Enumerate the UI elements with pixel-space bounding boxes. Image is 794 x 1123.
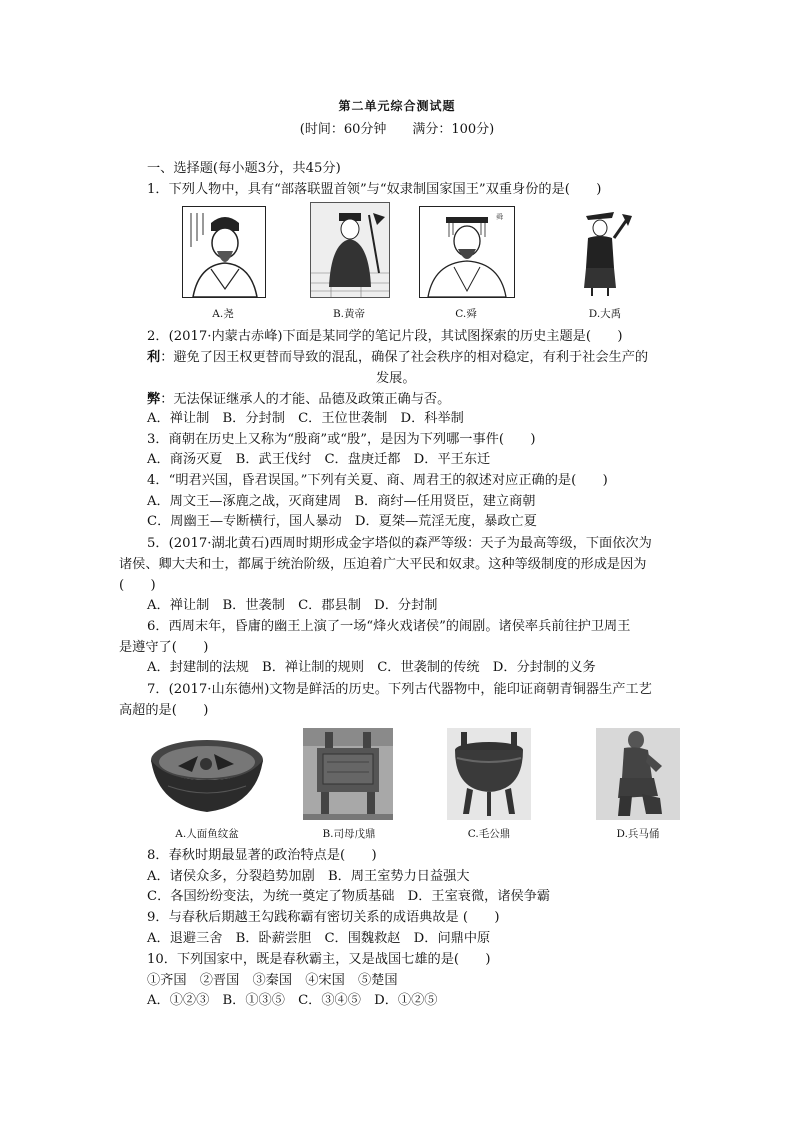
con-text: ：无法保证继承人的才能、品德及政策正确与否。 (160, 392, 451, 407)
section-heading: 一、选择题(每小题3分，共45分) (147, 161, 341, 176)
question-3-stem: 3．商朝在历史上又称为“殷商”或“殷”，是因为下列哪一事件( ) (147, 432, 536, 447)
question-6-stem-1: 6．西周末年，昏庸的幽王上演了一场“烽火戏诸侯”的闹剧。诸侯率兵前往护卫周王 (147, 619, 631, 634)
option-b-artifact-caption: B.司母戊鼎 (322, 828, 376, 840)
question-5-options: A．禅让制 B．世袭制 C．郡县制 D．分封制 (147, 598, 438, 613)
question-2-pro (147, 349, 648, 367)
portrait-shun-image (419, 206, 515, 298)
option-b-caption: B.黄帝 (332, 308, 366, 320)
question-5-stem-1: 5．(2017·湖北黄石)西周时期形成金字塔似的森严等级：天子为最高等级，下面依次为 (147, 536, 652, 551)
question-8-stem: 8．春秋时期最显著的政治特点是( ) (147, 848, 377, 863)
question-9-options: A．退避三舍 B．卧薪尝胆 C．围魏救赵 D．问鼎中原 (147, 931, 491, 946)
question-10-stem: 10．下列国家中，既是春秋霸主，又是战国七雄的是( ) (147, 952, 491, 967)
question-4-options-2: C．周幽王—专断横行，国人暴动 D．夏桀—荒淫无度，暴政亡夏 (147, 514, 537, 529)
question-10-options: A．①②③ B．①③⑤ C．③④⑤ D．①②⑤ (147, 993, 438, 1008)
maogong-ding-image (447, 728, 531, 820)
option-d-artifact-caption: D.兵马俑 (616, 828, 660, 840)
option-c-artifact-caption: C.毛公鼎 (467, 828, 511, 840)
page-subtitle: (时间：60分钟 满分：100分) (299, 122, 495, 137)
page-title: 第二单元综合测试题 (338, 99, 456, 113)
question-4-stem: 4．“明君兴国，昏君误国。”下列有关夏、商、周君王的叙述对应正确的是( ) (147, 473, 608, 488)
con-label: 弊 (147, 392, 161, 407)
terracotta-warrior-image (596, 728, 680, 820)
question-2-stem: 2．(2017·内蒙古赤峰)下面是某同学的笔记片段，其试图探索的历史主题是( ) (147, 329, 623, 344)
question-2-pro-cont: 发展。 (376, 371, 416, 386)
question-6-stem-2: 是遵守了( ) (119, 640, 209, 655)
option-a-artifact-caption: A.人面鱼纹盆 (175, 828, 239, 840)
question-8-options-2: C．各国纷纷变法，为统一奠定了物质基础 D．王室衰微，诸侯争霸 (147, 889, 551, 904)
question-2-con (147, 391, 450, 409)
question-3-options: A．商汤灭夏 B．武王伐纣 C．盘庚迁都 D．平王东迁 (147, 452, 491, 467)
painted-basin-image (148, 736, 266, 818)
option-c-caption: C.舜 (455, 308, 477, 320)
pro-label: 利 (147, 350, 161, 365)
question-7-stem-2: 高超的是( ) (119, 703, 209, 718)
option-a-caption: A.尧 (212, 308, 234, 320)
portrait-dayu-image (578, 208, 634, 298)
simuwu-ding-image (303, 728, 393, 820)
question-9-stem: 9．与春秋后期越王勾践称霸有密切关系的成语典故是 ( ) (147, 910, 500, 925)
question-4-options-1: A．周文王—涿鹿之战，灭商建周 B．商纣—任用贤臣，建立商朝 (147, 494, 536, 509)
question-10-items: ①齐国 ②晋国 ③秦国 ④宋国 ⑤楚国 (147, 973, 398, 988)
portrait-huangdi-image (310, 202, 390, 298)
question-5-stem-3: ( ) (119, 578, 156, 593)
option-d-caption: D.大禹 (588, 308, 622, 320)
pro-text: ：避免了因王权更替而导致的混乱，确保了社会秩序的相对稳定，有利于社会生产的 (160, 350, 649, 365)
question-8-options-1: A．诸侯众多，分裂趋势加剧 B．周王室势力日益强大 (147, 869, 470, 884)
question-1-stem: 1．下列人物中，具有“部落联盟首领”与“奴隶制国家国王”双重身份的是( ) (147, 182, 602, 197)
question-6-options: A．封建制的法规 B．禅让制的规则 C．世袭制的传统 D．分封制的义务 (147, 660, 596, 675)
portrait-yao-image (182, 206, 266, 298)
question-5-stem-2: 诸侯、卿大夫和士，都属于统治阶级，压迫着广大平民和奴隶。这种等级制度的形成是因为 (119, 557, 647, 572)
question-2-options: A．禅让制 B．分封制 C．王位世袭制 D．科举制 (147, 411, 464, 426)
svg-text:舜: 舜 (496, 213, 503, 221)
question-7-stem-1: 7．(2017·山东德州)文物是鲜活的历史。下列古代器物中，能印证商朝青铜器生产工艺 (147, 682, 652, 697)
